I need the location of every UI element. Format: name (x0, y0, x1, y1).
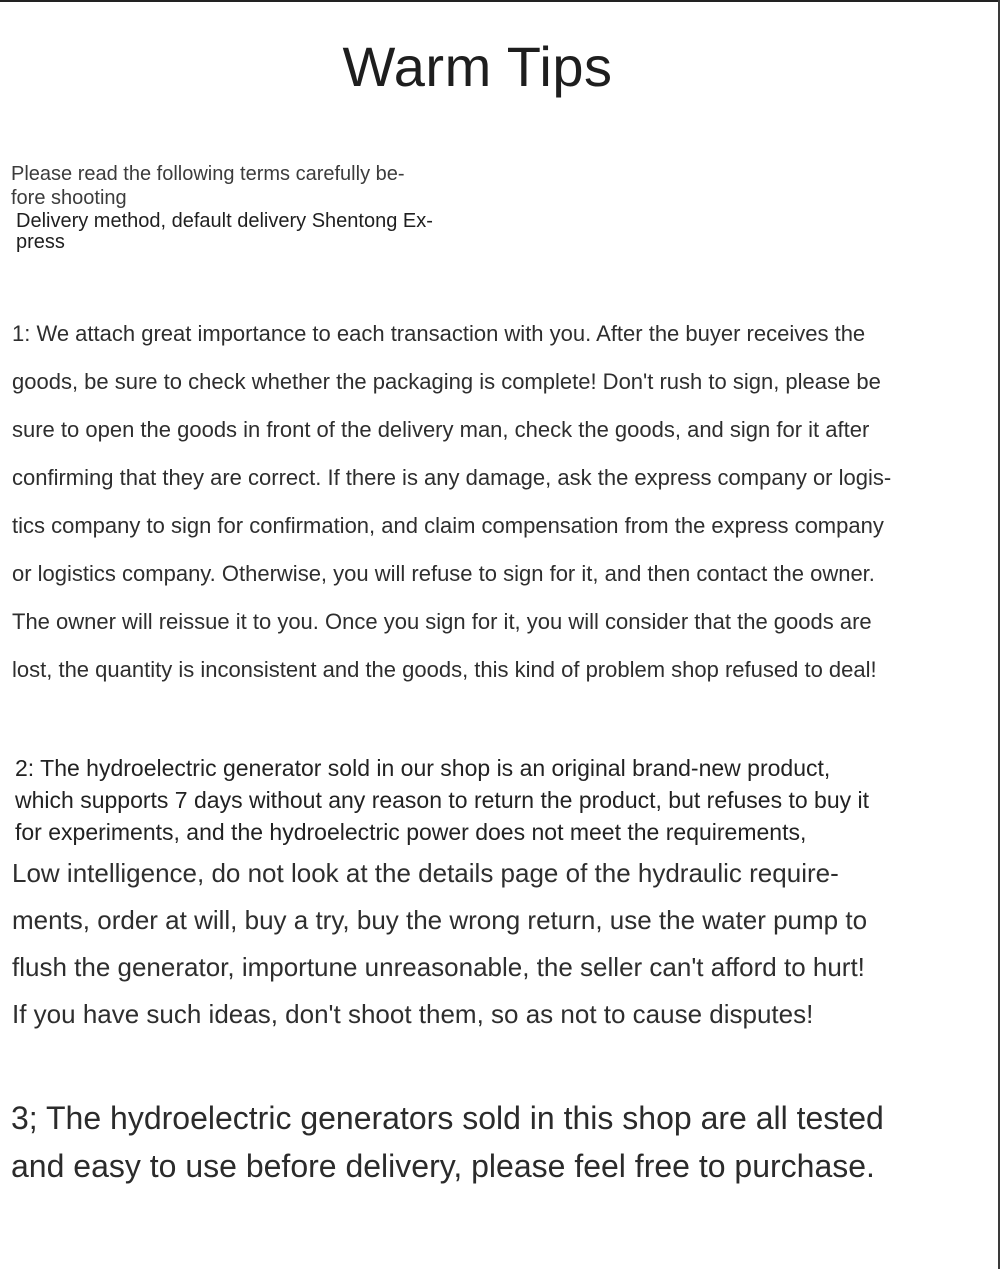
tip-2-continuation (12, 850, 977, 1038)
tip-2-continuation-line: flush the generator, importune unreasonable, the seller can't afford to hurt! (12, 952, 865, 982)
tip-1-line: goods, be sure to check whether the packaging is complete! Don't rush to sign, please be (12, 369, 881, 394)
intro-note (11, 162, 451, 210)
intro-line: Please read the following terms carefully be- (11, 163, 405, 185)
tip-3-paragraph (11, 1094, 971, 1190)
tip-1-line: The owner will reissue it to you. Once you sign for it, you will consider that the goods are (12, 609, 872, 634)
tip-2-continuation-line: ments, order at will, buy a try, buy the wrong return, use the water pump to (12, 905, 868, 935)
tip-3-line: 3; The hydroelectric generators sold in this shop are all tested (11, 1100, 884, 1136)
tip-2-continuation-line: Low intelligence, do not look at the details page of the hydraulic require- (12, 858, 839, 888)
delivery-line: press (16, 231, 65, 253)
delivery-line: Delivery method, default delivery Shentong Ex- (16, 210, 433, 232)
intro-line: fore shooting (11, 187, 127, 209)
top-border (0, 0, 1000, 2)
tip-1-line: tics company to sign for confirmation, and claim compensation from the express company (12, 513, 884, 538)
tip-1-line: 1: We attach great importance to each transaction with you. After the buyer receives the (12, 321, 866, 346)
tip-1-line: or logistics company. Otherwise, you will refuse to sign for it, and then contact the owner. (12, 561, 875, 586)
tip-2-paragraph (15, 752, 975, 848)
tip-3-line: and easy to use before delivery, please feel free to purchase. (11, 1148, 875, 1184)
tip-2-continuation-line: If you have such ideas, don't shoot them, so as not to cause disputes! (12, 999, 814, 1029)
tip-1-line: lost, the quantity is inconsistent and the goods, this kind of problem shop refused to deal! (12, 657, 877, 682)
delivery-method-note (16, 211, 486, 253)
tip-1-line: sure to open the goods in front of the delivery man, check the goods, and sign for it after (12, 417, 870, 442)
tip-1-line: confirming that they are correct. If there is any damage, ask the express company or logis- (12, 465, 892, 490)
tip-2-line: which supports 7 days without any reason to return the product, but refuses to buy it (15, 787, 870, 813)
tip-1-paragraph (12, 310, 972, 694)
page-title: Warm Tips (342, 35, 613, 98)
tip-2-line: 2: The hydroelectric generator sold in our shop is an original brand-new product, (15, 755, 831, 781)
tip-2-line: for experiments, and the hydroelectric power does not meet the requirements, (15, 819, 807, 845)
